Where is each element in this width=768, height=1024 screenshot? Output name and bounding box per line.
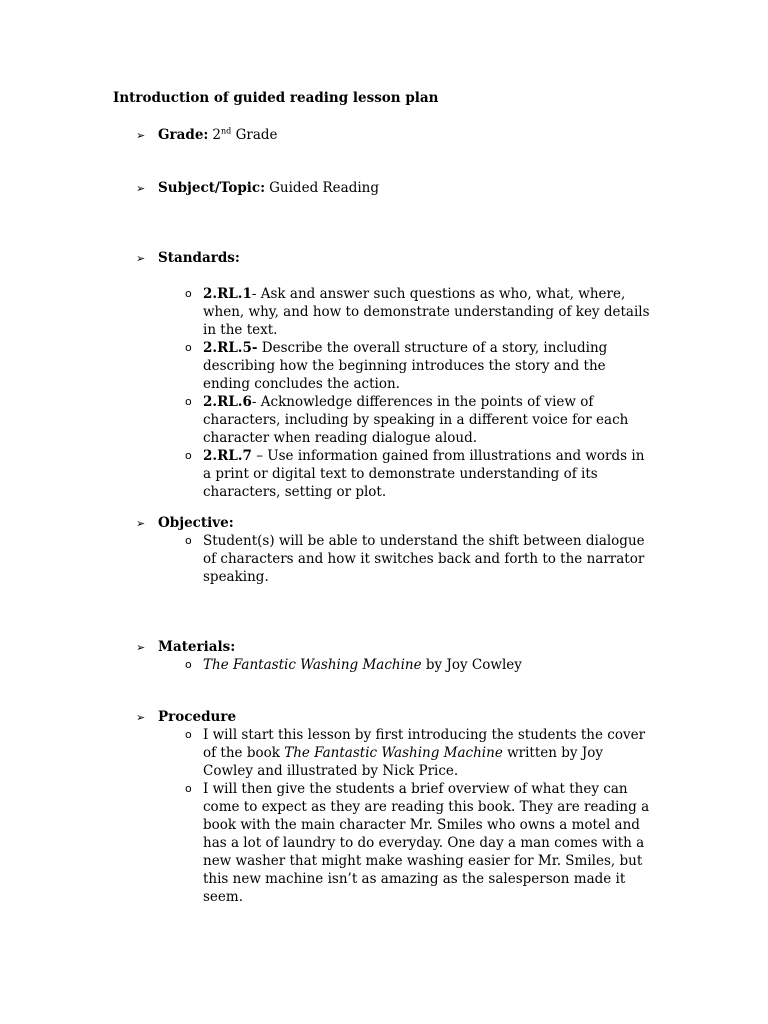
hollow-circle-bullet-icon: o: [185, 782, 192, 795]
arrowhead-bullet-icon: ➢: [136, 129, 146, 142]
section-standards: [136, 249, 240, 268]
list-item: o 2.RL.5- Describe the overall structure of a story, including describing how the beginning introduces the story and the ending concludes the action.: [185, 340, 608, 392]
standards-label: Standards:: [158, 250, 240, 266]
hollow-circle-bullet-icon: o: [185, 449, 192, 462]
list-item: o I will start this lesson by first introducing the students the cover of the book The Fantastic Washing Machine written by Joy Cowley and illustrated by Nick Price.: [185, 727, 646, 779]
section-objective: [136, 514, 234, 533]
materials-label: Materials:: [158, 639, 236, 655]
grade-value: 2nd Grade: [212, 126, 278, 143]
list-item: o 2.RL.1- Ask and answer such questions as who, what, where, when, why, and how to demonstrate understanding of key details in the text.: [185, 286, 650, 338]
arrowhead-bullet-icon: ➢: [136, 641, 146, 654]
procedure-list: [185, 726, 655, 906]
arrowhead-bullet-icon: ➢: [136, 252, 146, 265]
arrowhead-bullet-icon: ➢: [136, 182, 146, 195]
list-item: o The Fantastic Washing Machine by Joy Cowley: [185, 657, 522, 673]
procedure-label: Procedure: [158, 709, 237, 725]
section-materials: [136, 638, 235, 657]
grade-label: Grade:: [158, 127, 209, 143]
hollow-circle-bullet-icon: o: [185, 658, 192, 671]
page-title: Introduction of guided reading lesson plan: [113, 90, 439, 106]
arrowhead-bullet-icon: ➢: [136, 517, 146, 530]
subject-label: Subject/Topic:: [158, 180, 266, 196]
list-item: o I will then give the students a brief overview of what they can come to expect as they are reading this book. They are reading a book with the main character Mr. Smiles who owns a motel and has a lot of laundry to do everyday. One day a man comes with a new washer that might make washing easier for Mr. Smiles, but this new machine isn’t as amazing as the salesperson made it seem.: [185, 781, 650, 905]
section-procedure: [136, 708, 236, 727]
hollow-circle-bullet-icon: o: [185, 287, 192, 300]
hollow-circle-bullet-icon: o: [185, 341, 192, 354]
subject-value: Guided Reading: [269, 180, 379, 196]
objective-label: Objective:: [158, 515, 234, 531]
list-item: o 2.RL.6- Acknowledge differences in the points of view of characters, including by speaking in a different voice for each character when reading dialogue aloud.: [185, 394, 629, 446]
list-item: o Student(s) will be able to understand the shift between dialogue of characters and how it switches back and forth to the narrator speaking.: [185, 533, 645, 585]
objective-list: [185, 532, 655, 586]
standards-list: [185, 285, 655, 501]
hollow-circle-bullet-icon: o: [185, 534, 192, 547]
section-subject: [136, 179, 379, 198]
hollow-circle-bullet-icon: o: [185, 395, 192, 408]
arrowhead-bullet-icon: ➢: [136, 711, 146, 724]
list-item: o 2.RL.7 – Use information gained from illustrations and words in a print or digital text to demonstrate understanding of its characters, setting or plot.: [185, 448, 645, 500]
section-grade: [136, 126, 278, 145]
materials-list: [185, 656, 655, 674]
hollow-circle-bullet-icon: o: [185, 728, 192, 741]
